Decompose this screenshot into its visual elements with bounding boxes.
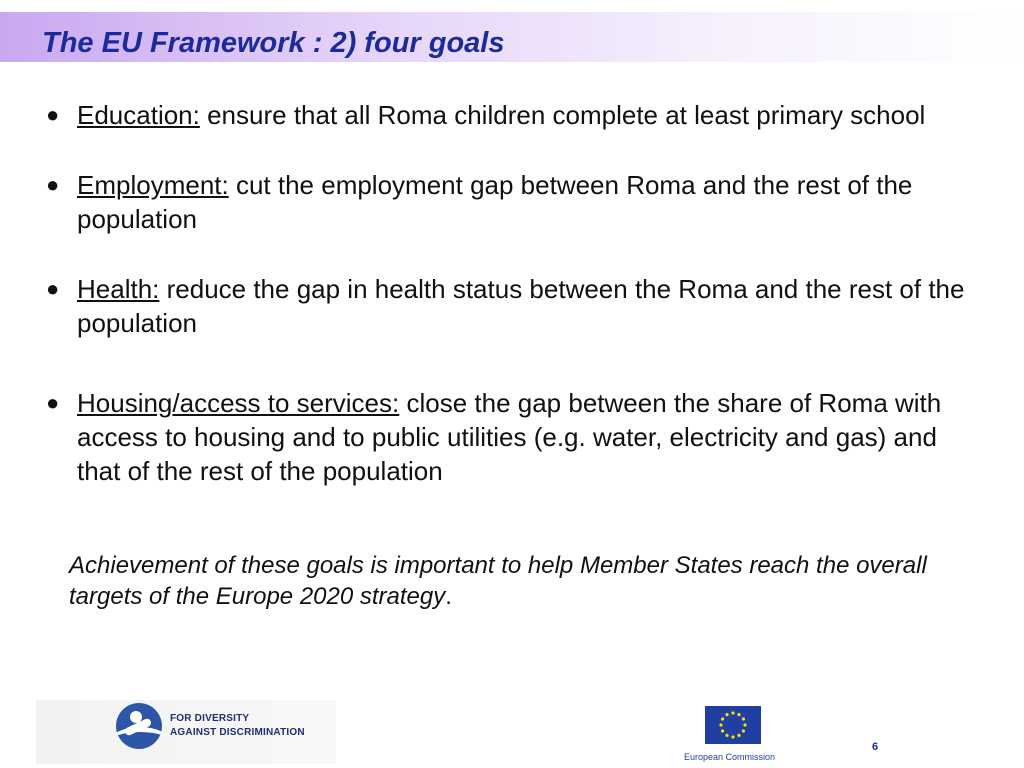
eu-stars-icon — [705, 706, 761, 744]
goal-text: reduce the gap in health status between the Roma and the rest of the population — [77, 274, 965, 338]
diversity-logo-panel — [36, 700, 336, 764]
goal-text: ensure that all Roma children complete at least primary school — [199, 100, 926, 130]
goal-list — [46, 98, 976, 488]
bullet-dot-icon: ● — [46, 276, 60, 301]
bullet-dot-icon: ● — [46, 102, 60, 127]
logo-line-2: AGAINST DISCRIMINATION — [170, 727, 305, 738]
goal-label: Education: — [77, 100, 200, 130]
goal-label: Housing/access to services: — [77, 388, 400, 418]
conclusion-note — [69, 550, 969, 612]
eu-flag-icon — [705, 706, 761, 744]
goal-housing — [46, 386, 976, 488]
goal-text: cut the employment gap between Roma and the rest of the population — [77, 170, 913, 234]
eu-caption: European Commission — [684, 752, 776, 762]
diversity-logo-icon — [116, 703, 162, 749]
goal-label: Employment: — [77, 170, 229, 200]
goal-text: close the gap between the share of Roma with access to housing and to public utilities (e.g. water, electricity and gas) and that of the rest of the population — [77, 388, 942, 486]
page-number: 6 — [872, 741, 879, 753]
logo-line-1: FOR DIVERSITY — [170, 713, 250, 724]
goal-education — [46, 98, 976, 132]
goal-employment — [46, 168, 976, 236]
diversity-logo-text — [170, 712, 305, 740]
note-end: . — [445, 583, 452, 610]
bullet-dot-icon: ● — [46, 172, 60, 197]
goal-health — [46, 272, 976, 340]
bullet-dot-icon: ● — [46, 390, 60, 415]
goal-label: Health: — [77, 274, 160, 304]
note-text: Achievement of these goals is important to help Member States reach the overall targets of the Europe 2020 strategy — [69, 552, 927, 610]
slide-title: The EU Framework : 2) four goals — [42, 27, 505, 59]
